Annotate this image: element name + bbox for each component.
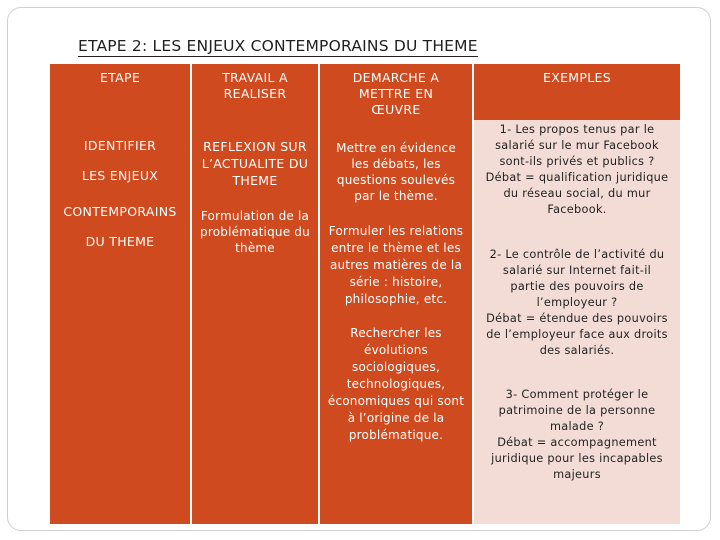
exemple-line: Débat = accompagnement [497,436,657,449]
travail-line: Formulation de la [200,209,310,223]
exemple-line: l’employeur ? [536,296,618,309]
etape-line: LES ENJEUX [81,168,159,183]
demarche-line: économiques qui sont [327,394,465,408]
etape-line: IDENTIFIER [83,138,157,153]
travail-cell [192,120,318,524]
demarche-line: à l’origine de la [347,411,445,425]
demarche-line: technologiques, [346,377,446,391]
demarche-line: entre le thème et les [331,241,461,255]
exemple-line: Facebook. [547,203,607,216]
header-exemples-label: EXEMPLES [543,70,611,85]
demarche-line: autres matières de la [329,258,463,272]
exemple-line: 1- Les propos tenus par le [499,123,655,136]
header-travail-line: TRAVAIL A [222,70,288,85]
demarche-line: sociologiques, [352,360,440,374]
header-demarche-line: METTRE EN [358,86,434,101]
exemple-line: du réseau social, du mur [503,187,651,200]
exemples-cell [474,120,680,524]
exemple-line: Débat = étendue des pouvoirs [486,312,668,325]
exemple-line: salarié sur le mur Facebook [495,139,659,152]
header-demarche-line: DEMARCHE A [352,70,440,85]
travail-line: REFLEXION SUR [203,139,307,154]
exemple-line: juridique pour les incapables [491,452,663,465]
etape-line: CONTEMPORAINS [63,204,177,219]
exemple-line: Débat = qualification juridique [485,171,669,184]
etape-line: DU THEME [85,234,155,249]
demarche-line: philosophie, etc. [344,292,448,306]
exemple-line: des salariés. [539,344,615,357]
travail-line: THEME [232,173,278,188]
demarche-line: évolutions [363,343,428,357]
exemple-line: malade ? [549,420,605,433]
header-demarche [320,64,472,120]
header-etape [50,64,190,120]
demarche-line: Formuler les relations [328,224,464,238]
demarche-line: Rechercher les [350,326,442,340]
exemple-line: salarié sur Internet fait-il [502,264,652,277]
header-etape-label: ETAPE [99,70,141,85]
page-title: ETAPE 2: LES ENJEUX CONTEMPORAINS DU THEME [78,37,478,55]
travail-line: L’ACTUALITE DU [201,156,309,171]
demarche-cell [320,120,472,524]
exemple-line: 3- Comment protéger le [505,388,649,401]
exemple-line: de l’employeur face aux droits [486,328,668,341]
demarche-line: Mettre en évidence [336,141,456,155]
demarche-line: problématique. [348,428,444,442]
exemple-line: patrimoine de la personne [498,404,656,417]
demarche-line: série : histoire, [349,275,443,289]
exemple-line: sont-ils privés et publics ? [499,155,655,168]
demarche-line: les débats, les [351,157,441,171]
travail-line: thème [235,241,275,255]
header-demarche-line: ŒUVRE [371,102,421,117]
header-travail [192,64,318,120]
header-travail-line: REALISER [223,86,287,101]
exemple-line: majeurs [553,468,601,481]
content-table [50,64,680,524]
demarche-line: questions soulevés [336,173,456,187]
travail-line: problématique du [200,225,310,239]
header-exemples [474,64,680,120]
exemple-line: partie des pouvoirs de [510,280,644,293]
demarche-line: par le thème. [354,189,438,203]
etape-cell [50,120,190,524]
exemple-line: 2- Le contrôle de l’activité du [489,248,665,261]
